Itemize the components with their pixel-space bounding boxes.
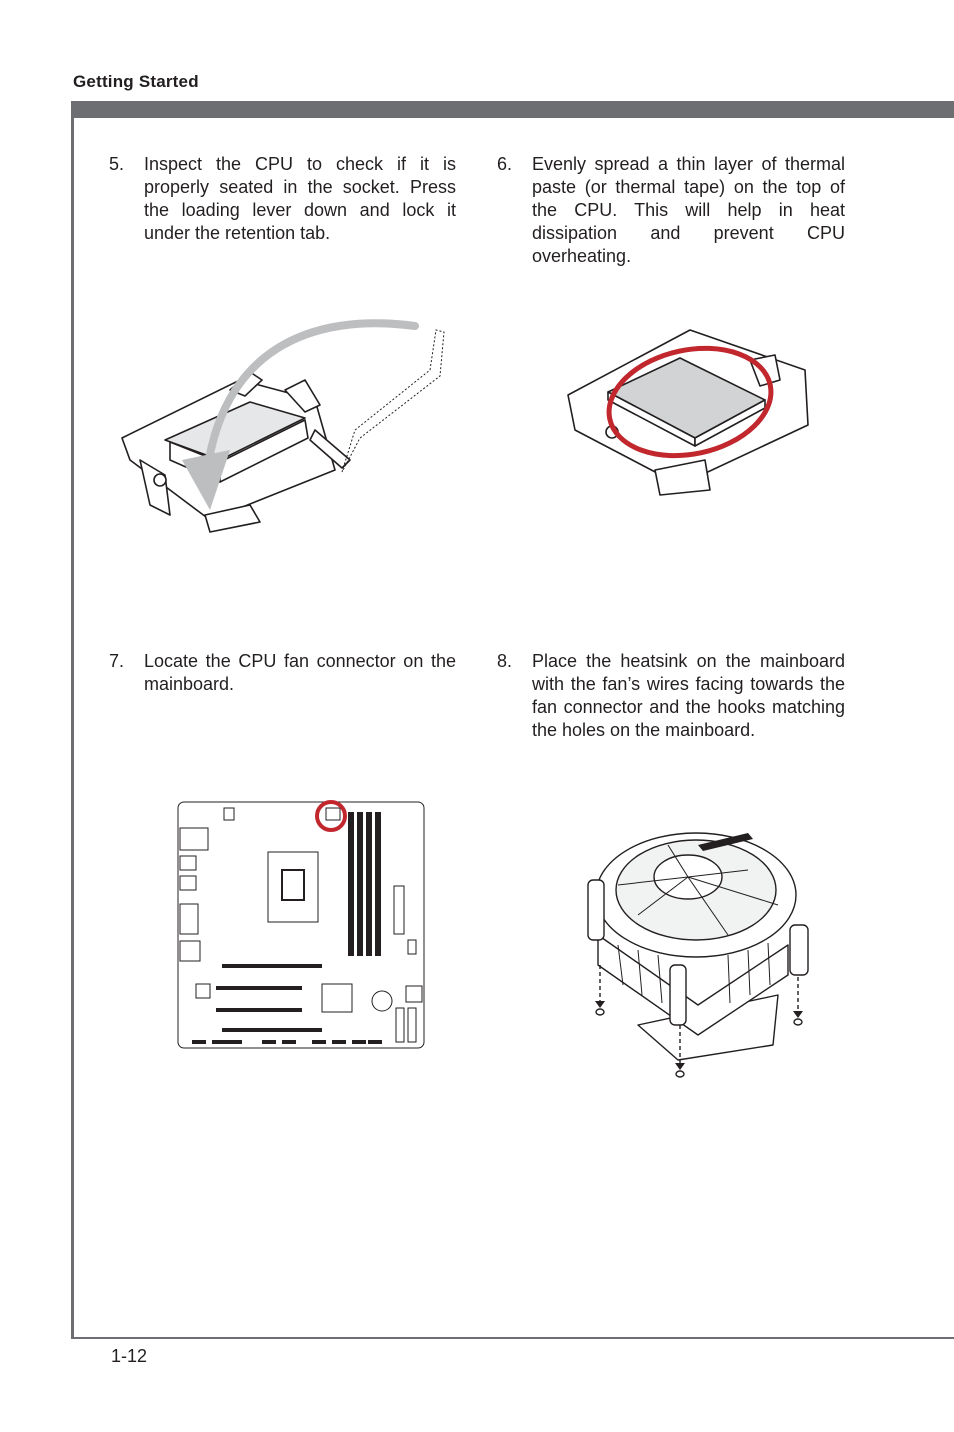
footer-rule: [71, 1337, 954, 1339]
left-margin-rule: [71, 101, 74, 1339]
cpu-thermal-paste-illustration: [560, 320, 820, 500]
step-8-text: Place the heatsink on the mainboard with the fan’s wires facing towards the fan connector and the hooks matching the holes on the mainboard.: [532, 651, 845, 740]
heatsink-placement-illustration: [578, 825, 818, 1080]
step-8-number: 8.: [497, 651, 513, 671]
step-5-number: 5.: [109, 154, 125, 174]
header-bar: [73, 101, 954, 118]
step-7-text: Locate the CPU fan connector on the mainboard.: [144, 651, 456, 694]
step-5-text: Inspect the CPU to check if it is properly seated in the socket. Press the loading lever down and lock it under the retention tab.: [144, 154, 456, 243]
page-number: 1-12: [111, 1346, 148, 1366]
socket-lever-illustration: [110, 310, 470, 540]
section-title: Getting Started: [73, 72, 199, 91]
step-6-text: Evenly spread a thin layer of thermal paste (or thermal tape) on the top of the CPU. This will help in heat dissipation and prevent CPU overheating.: [532, 154, 845, 266]
mainboard-layout-illustration: [172, 796, 428, 1054]
step-7-number: 7.: [109, 651, 125, 671]
step-6-number: 6.: [497, 154, 513, 174]
